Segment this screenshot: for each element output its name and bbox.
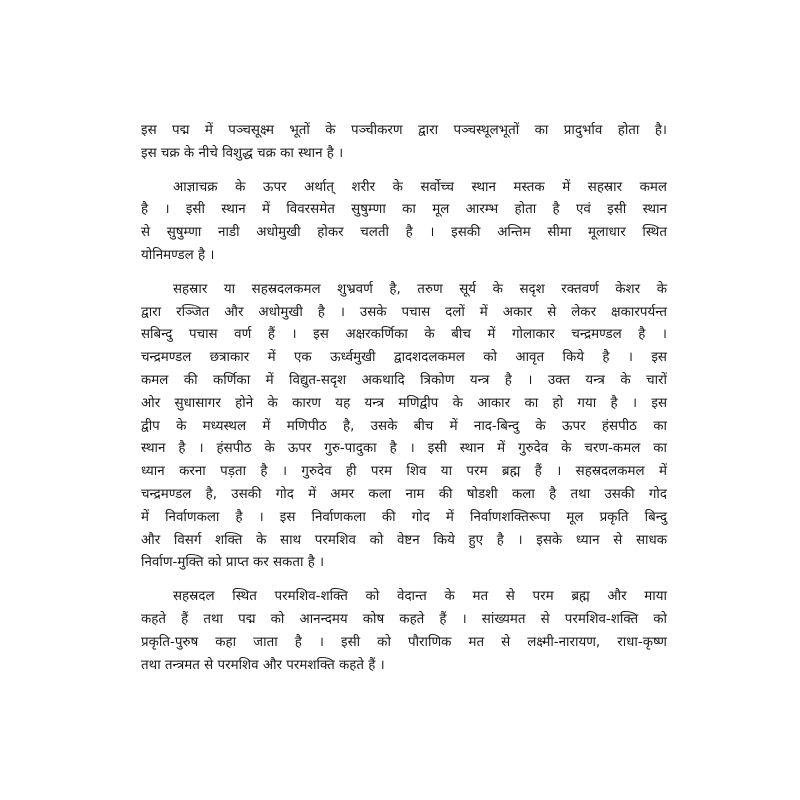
text-line: स्थान है । हंसपीठ के ऊपर गुरु-पादुका है । इसी स्थान में गुरुदेव के चरण-कमल का [141,441,667,457]
text-line: कहते हैं तथा पद्म को आनन्दमय कोष कहते हैं । सांख्यमत से परमशिव-शक्ति को [141,611,667,627]
text-line: चन्द्रमण्डल है, उसकी गोद में अमर कला नाम की षोडशी कला है तथा उसकी गोद [141,486,667,502]
paragraph-2 [141,177,667,268]
text-line: सबिन्दु पचास वर्ण हैं । इस अक्षरकर्णिका के बीच में गोलाकार चन्द्रमण्डल है । [141,327,667,343]
text-line: चन्द्रमण्डल छत्राकार में एक ऊर्ध्वमुखी द्वादशदलकमल को आवृत किये है । इस [141,350,667,366]
text-line: ओर सुधासागर होने के कारण यह यन्त्र मणिद्वीप के आकार का हो गया है । इस [141,395,667,411]
paragraph-3 [141,279,667,575]
document-body [141,120,667,677]
text-line: से सुषुम्णा नाडी अधोमुखी होकर चलती है । इसकी अन्तिम सीमा मूलाधार स्थित [141,225,667,241]
paragraph-1 [141,120,667,166]
text-line: निर्वाण-मुक्ति को प्राप्त कर सकता है । [141,555,325,571]
text-line: और विसर्ग शक्ति के साथ परमशिव को वेष्टन किये हुए है । इसके ध्यान से साधक [141,532,667,548]
text-line: आज्ञाचक्र के ऊपर अर्थात् शरीर के सर्वोच्च स्थान मस्तक में सहस्रार कमल [173,179,667,195]
text-line: इस पद्म में पञ्चसूक्ष्म भूतों के पञ्चीकरण द्वारा पञ्चस्थूलभूतों का प्रादुर्भाव होता है। [141,123,667,138]
text-line: में निर्वाणकला है । इस निर्वाणकला की गोद में निर्वाणशक्तिरूपा मूल प्रकृति बिन्दु [141,509,667,525]
text-line: द्वीप के मध्यस्थल में मणिपीठ है, उसके बीच में नाद-बिन्दु के ऊपर हंसपीठ का [141,418,667,434]
paragraph-4 [141,586,667,677]
text-line: कमल की कर्णिका में विद्युत-सदृश अकथादि त्रिकोण यन्त्र है । उक्त यन्त्र के चारों [141,372,667,388]
text-line: प्रकृति-पुरुष कहा जाता है । इसी को पौराणिक मत से लक्ष्मी-नारायण, राधा-कृष्ण [141,634,667,650]
text-line: सहस्रार या सहस्रदलकमल शुभ्रवर्ण है, तरुण सूर्य के सदृश रक्तवर्ण केशर के [173,281,667,297]
text-line: ध्यान करना पड़ता है । गुरुदेव ही परम शिव या परम ब्रह्म हैं । सहस्रदलकमल में [141,464,667,480]
text-line: इस चक्र के नीचे विशुद्ध चक्र का स्थान है । [141,145,344,161]
text-line: तथा तन्त्रमत से परमशिव और परमशक्ति कहते हैं । [141,657,385,673]
text-line: है । इसी स्थान में विवरसमेत सुषुम्णा का मूल आरम्भ होता है एवं इसी स्थान [141,202,667,218]
text-line: सहस्रदल स्थित परमशिव-शक्ति को वेदान्त के मत से परम ब्रह्म और माया [173,589,667,605]
text-line: द्वारा रञ्जित और अधोमुखी है । उसके पचास दलों में अकार से लेकर क्षकारपर्यन्त [141,304,667,320]
text-line: योनिमण्डल है । [141,247,215,263]
